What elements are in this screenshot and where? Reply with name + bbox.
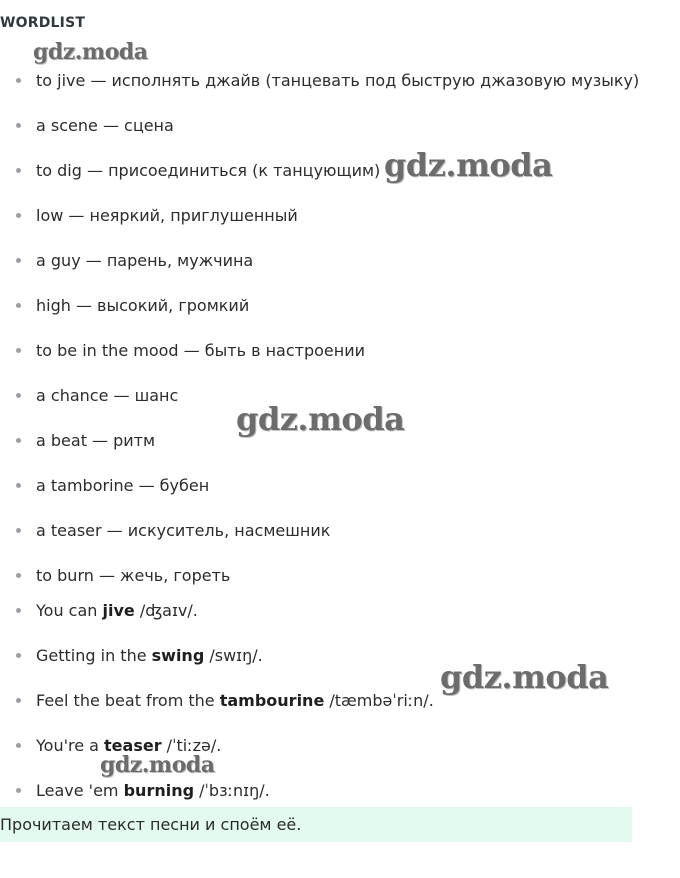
bullet-icon [16,258,21,263]
item-text: a scene — сцена [36,116,174,135]
item-text: a beat — ритм [36,431,156,450]
bullet-icon [16,213,21,218]
watermark: gdz.moda [384,146,553,184]
item-text: low — неяркий, приглушенный [36,206,298,225]
item-text: a guy — парень, мужчина [36,251,254,270]
lyric-keyword: tambourine [219,691,325,710]
lyric-keyword: jive [102,601,135,620]
item-text: a teaser — искуситель, насмешник [36,521,331,540]
item-text: to be in the mood — быть в настроении [36,341,366,360]
item-text: a chance — шанс [36,386,179,405]
lyric-line [16,600,198,622]
lyric-text: You're a [36,736,105,755]
watermark: gdz.moda [440,658,609,696]
list-item [16,520,330,542]
bullet-icon [16,123,21,128]
lyric-text: Leave 'em [36,781,124,800]
list-item [16,205,298,227]
watermark: gdz.moda [236,400,405,438]
list-item [16,385,178,407]
list-item [16,430,155,452]
lyric-transcription: /swɪŋ/. [204,646,263,665]
bullet-icon [16,483,21,488]
bullet-icon [16,168,21,173]
lyric-transcription: /tæmbəˈriːn/. [324,691,434,710]
lyric-text: Feel the beat from the [36,691,220,710]
list-item [16,115,174,137]
bullet-icon [16,78,21,83]
list-item [16,340,365,362]
bullet-icon [16,393,21,398]
list-item [16,565,230,587]
list-item [16,70,639,92]
lyric-line [16,690,434,712]
item-text: to dig — присоединиться (к танцующим) [36,161,381,180]
bullet-icon [16,608,21,613]
lyric-line [16,645,263,667]
bullet-icon [16,528,21,533]
bullet-icon [16,573,21,578]
item-text: to burn — жечь, гореть [36,566,231,585]
lyric-transcription: /ˈbɜːnɪŋ/. [194,781,270,800]
lyric-transcription: /ˈtiːzə/. [161,736,222,755]
lyric-transcription: /ʤaɪv/. [134,601,198,620]
lyric-keyword: burning [123,781,195,800]
list-item [16,250,253,272]
item-text: high — высокий, громкий [36,296,250,315]
bullet-icon [16,698,21,703]
watermark: gdz.moda [33,39,148,65]
bullet-icon [16,743,21,748]
item-text: to jive — исполнять джайв (танцевать под быструю джазовую музыку) [36,71,640,90]
bullet-icon [16,653,21,658]
bullet-icon [16,348,21,353]
lyric-text: Getting in the [36,646,152,665]
bullet-icon [16,303,21,308]
list-item [16,295,249,317]
lyric-line [16,780,270,802]
lyric-keyword: swing [151,646,205,665]
instruction-banner: Прочитаем текст песни и споём её. [0,807,632,842]
bullet-icon [16,438,21,443]
watermark: gdz.moda [100,752,215,778]
bullet-icon [16,788,21,793]
list-item [16,160,380,182]
item-text: a tamborine — бубен [36,476,210,495]
lyric-text: You can [36,601,103,620]
wordlist-heading: WORDLIST [0,15,86,31]
list-item [16,475,209,497]
lyric-keyword: teaser [104,736,162,755]
